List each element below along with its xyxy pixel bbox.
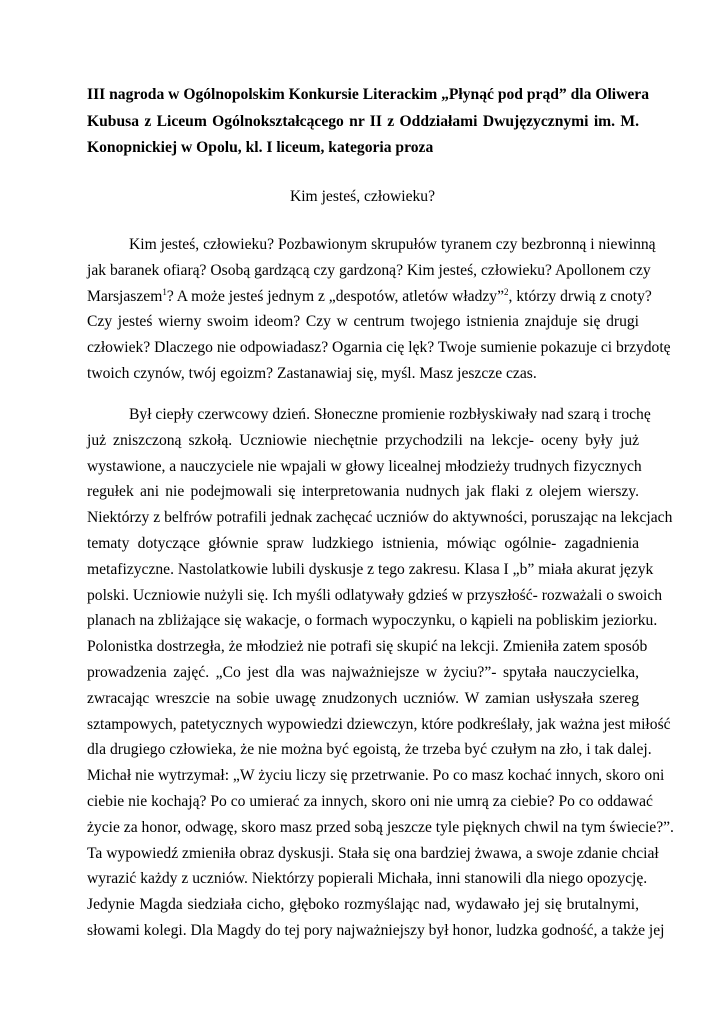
paragraph-line: regułek ani nie podejmowali się interpretowania nudnych jak flaki z olejem wierszy. — [87, 483, 639, 501]
paragraph-line: twoich czynów, twój egoizm? Zastanawiaj się, myśl. Masz jeszcze czas. — [87, 364, 537, 382]
paragraph-intro — [87, 232, 671, 387]
paragraph-line: dla drugiego człowieka, że nie można być egoistą, że trzeba być czułym na zło, i tak dalej. — [87, 741, 652, 759]
paragraph-line: ciebie nie kochają? Po co umierać za innych, skoro oni nie umrą za ciebie? Po co oddawać — [87, 792, 653, 810]
paragraph-line: Był ciepły czerwcowy dzień. Słoneczne promienie rozbłyskiwały nad szarą i trochę — [129, 406, 651, 423]
footnote-marker-2: 2 — [504, 286, 509, 297]
award-header — [87, 82, 650, 162]
essay-title: Kim jesteś, człowieku? — [289, 188, 436, 205]
paragraph-line: zwracając wreszcie na sobie uwagę znudzonych uczniów. W zamian usłyszała szereg — [87, 689, 639, 707]
header-line: III nagroda w Ogólnopolskim Konkursie Literackim „Płynąć pod prąd” dla Oliwera — [87, 86, 650, 103]
paragraph-line: Michał nie wytrzymał: „W życiu liczy się przetrwanie. Po co masz kochać innych, skoro oni — [87, 767, 665, 785]
paragraph-line: Niektórzy z belfrów potrafili jednak zachęcać uczniów do aktywności, poruszając na lekcjach — [87, 509, 673, 527]
paragraph-line: sztampowych, patetycznych wypowiedzi dziewczyn, które podkreślały, jak ważna jest miłość — [87, 715, 671, 733]
paragraph-line: Jedynie Magda siedziała cicho, głęboko rozmyślając nad, wydawało jej się brutalnymi, — [87, 896, 639, 914]
paragraph-line: człowiek? Dlaczego nie odpowiadasz? Ogarnia cię lęk? Twoje sumienie pokazuje ci brzydotę — [87, 339, 671, 357]
line-segment: ? A może jesteś jednym z „despotów, atletów władzy” — [166, 287, 505, 305]
header-line: Kubusa z Liceum Ogólnokształcącego nr II z Oddziałami Dwujęzycznymi im. M. — [87, 112, 639, 130]
paragraph-line: Polonistka dostrzegła, że młodzież nie potrafi się skupić na lekcji. Zmieniła zatem sposób — [87, 638, 648, 656]
header-line: Konopnickiej w Opolu, kl. I liceum, kategoria proza — [87, 139, 434, 156]
paragraph-line: już zniszczoną szkołą. Uczniowie niechętnie przychodzili na lekcje- oceny były już — [87, 431, 639, 449]
line-segment: , którzy drwią z cnoty? — [508, 287, 652, 305]
paragraph-line: Czy jesteś wierny swoim ideom? Czy w centrum twojego istnienia znajduje się drugi — [87, 313, 639, 331]
paragraph-line: prowadzenia zajęć. „Co jest dla was najważniejsze w życiu?”- spytała nauczycielka, — [87, 663, 639, 681]
paragraph-line: polski. Uczniowie nużyli się. Ich myśli odlatywały gdzieś w przyszłość- rozważali o swoich — [87, 586, 663, 604]
paragraph-line-with-footnotes — [87, 284, 652, 310]
paragraph-line: słowami kolegi. Dla Magdy do tej pory najważniejszy był honor, ludzka godność, a także jej — [87, 921, 665, 939]
paragraph-story — [87, 402, 674, 944]
paragraph-line: wystawione, a nauczyciele nie wpajali w głowy licealnej młodzieży trudnych fizycznych — [87, 457, 642, 475]
paragraph-line: planach na zbliżające się wakacje, o formach wypoczynku, o kąpieli na pobliskim jeziorku. — [87, 612, 658, 630]
paragraph-line: Ta wypowiedź zmieniła obraz dyskusji. Stała się ona bardziej żwawa, a swoje zdanie chciał — [87, 844, 659, 862]
footnote-marker-1: 1 — [162, 286, 167, 297]
paragraph-line: życie za honor, odwagę, skoro masz przed sobą jeszcze tyle pięknych chwil na tym świecie?”. — [87, 818, 674, 836]
paragraph-line: wyrazić każdy z uczniów. Niektórzy popierali Michała, inni stanowili dla niego opozycję. — [87, 870, 648, 888]
paragraph-line: metafizyczne. Nastolatkowie lubili dyskusje z tego zakresu. Klasa I „b” miała akurat język — [87, 560, 654, 578]
paragraph-line: tematy dotyczące głównie spraw ludzkiego istnienia, mówiąc ogólnie- zagadnienia — [87, 534, 639, 552]
line-segment: Marsjaszem — [87, 287, 163, 305]
paragraph-line: Kim jesteś, człowieku? Pozbawionym skrupułów tyranem czy bezbronną i niewinną — [129, 236, 656, 253]
paragraph-line: jak baranek ofiarą? Osobą gardzącą czy gardzoną? Kim jesteś, człowieku? Apollonem czy — [87, 261, 651, 279]
